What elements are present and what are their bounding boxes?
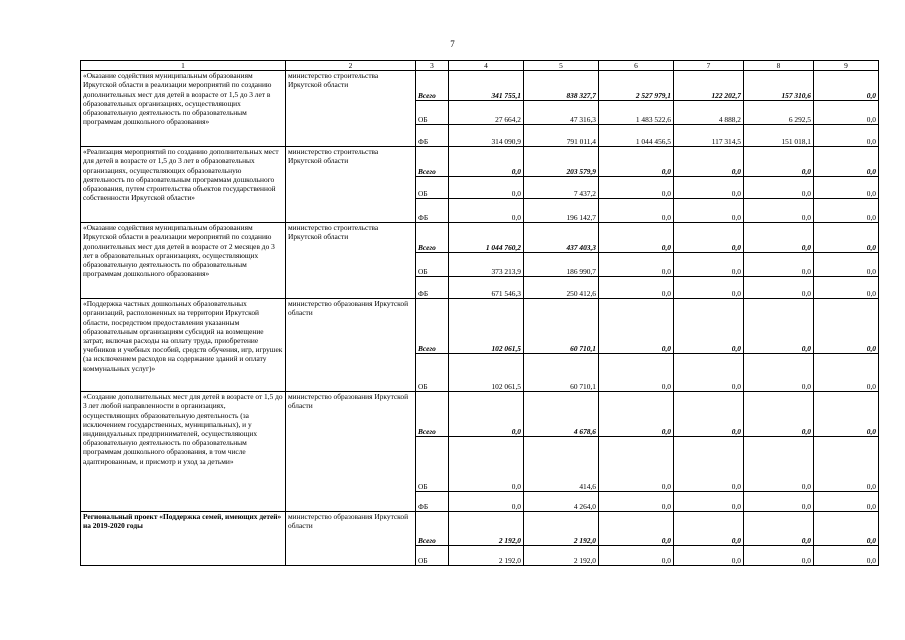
- responsible-executor: министерство строительства Иркутской области: [286, 71, 416, 147]
- amount-cell: 0,0: [744, 437, 814, 492]
- amount-cell: 203 579,9: [524, 147, 599, 177]
- funding-source: Всего: [416, 147, 449, 177]
- amount-cell: 0,0: [599, 512, 674, 546]
- amount-cell: 0,0: [449, 437, 524, 492]
- header-cell: 8: [744, 61, 814, 71]
- amount-cell: 0,0: [744, 177, 814, 199]
- amount-cell: 0,0: [674, 392, 744, 437]
- amount-cell: 0,0: [449, 199, 524, 223]
- amount-cell: 0,0: [744, 277, 814, 299]
- amount-cell: 838 327,7: [524, 71, 599, 101]
- amount-cell: 2 192,0: [524, 546, 599, 566]
- amount-cell: 0,0: [674, 253, 744, 277]
- table-row: [81, 147, 879, 177]
- measure-description: «Создание дополнительных мест для детей в возрасте от 1,5 до 3 лет любой направленности в организациях, осуществляющих образовательную деятельность (за исключением государственных, муниципальных), и у индивидуальных предпринимателей, осуществляющих образовательную деятельность по образовательным программам дошкольного образования, в том числе адаптированным, и присмотр и уход за детьми»: [81, 392, 286, 512]
- table-row: [81, 299, 879, 354]
- amount-cell: 2 192,0: [524, 512, 599, 546]
- responsible-executor: министерство образования Иркутской области: [286, 512, 416, 566]
- amount-cell: 0,0: [674, 354, 744, 392]
- amount-cell: 0,0: [814, 437, 879, 492]
- funding-source: ОБ: [416, 101, 449, 125]
- amount-cell: 0,0: [744, 299, 814, 354]
- amount-cell: 0,0: [814, 492, 879, 512]
- amount-cell: 4 678,6: [524, 392, 599, 437]
- amount-cell: 102 061,5: [449, 354, 524, 392]
- amount-cell: 0,0: [744, 354, 814, 392]
- amount-cell: 1 044 760,2: [449, 223, 524, 253]
- page-number: 7: [450, 39, 455, 49]
- amount-cell: 0,0: [599, 177, 674, 199]
- amount-cell: 60 710,1: [524, 354, 599, 392]
- amount-cell: 0,0: [744, 199, 814, 223]
- amount-cell: 151 018,1: [744, 125, 814, 147]
- budget-table: [80, 60, 879, 566]
- amount-cell: 414,6: [524, 437, 599, 492]
- measure-description: «Оказание содействия муниципальным образованиям Иркутской области в реализации мероприятий по созданию дополнительных мест для детей в возрасте от 1,5 до 3 лет в образовательных организациях, осуществляющих образовательную деятельность по образовательным программам дошкольного образования»: [81, 71, 286, 147]
- funding-source: ФБ: [416, 492, 449, 512]
- responsible-executor: министерство образования Иркутской области: [286, 299, 416, 392]
- amount-cell: 0,0: [814, 71, 879, 101]
- amount-cell: 0,0: [674, 199, 744, 223]
- amount-cell: 122 202,7: [674, 71, 744, 101]
- table-body: [81, 61, 879, 566]
- funding-source: Всего: [416, 512, 449, 546]
- amount-cell: 0,0: [814, 354, 879, 392]
- amount-cell: 0,0: [674, 147, 744, 177]
- amount-cell: 2 192,0: [449, 512, 524, 546]
- amount-cell: 1 483 522,6: [599, 101, 674, 125]
- funding-source: ФБ: [416, 125, 449, 147]
- amount-cell: 0,0: [744, 147, 814, 177]
- funding-source: ОБ: [416, 437, 449, 492]
- amount-cell: 7 437,2: [524, 177, 599, 199]
- amount-cell: 0,0: [674, 546, 744, 566]
- amount-cell: 341 755,1: [449, 71, 524, 101]
- amount-cell: 0,0: [744, 392, 814, 437]
- amount-cell: 0,0: [814, 277, 879, 299]
- amount-cell: 0,0: [599, 223, 674, 253]
- amount-cell: 0,0: [449, 147, 524, 177]
- responsible-executor: министерство строительства Иркутской области: [286, 223, 416, 299]
- amount-cell: 0,0: [814, 546, 879, 566]
- header-cell: 7: [674, 61, 744, 71]
- measure-description: «Поддержка частных дошкольных образовательных организаций, расположенных на территории Иркутской области, посредством предоставления указанным образовательным организациям субсидий на возмещение затрат, включая расходы на оплату труда, приобретение учебников и учебных пособий, средств обучения, игр, игрушек (за исключением расходов на содержание зданий и оплату коммунальных услуг)»: [81, 299, 286, 392]
- amount-cell: 0,0: [599, 147, 674, 177]
- table-row: [81, 392, 879, 437]
- amount-cell: 250 412,6: [524, 277, 599, 299]
- amount-cell: 0,0: [674, 223, 744, 253]
- funding-source: Всего: [416, 71, 449, 101]
- funding-source: ОБ: [416, 253, 449, 277]
- responsible-executor: министерство образования Иркутской области: [286, 392, 416, 512]
- amount-cell: 157 310,6: [744, 71, 814, 101]
- table-row: [81, 71, 879, 101]
- amount-cell: 791 011,4: [524, 125, 599, 147]
- amount-cell: 196 142,7: [524, 199, 599, 223]
- amount-cell: 0,0: [814, 147, 879, 177]
- amount-cell: 373 213,9: [449, 253, 524, 277]
- amount-cell: 0,0: [814, 199, 879, 223]
- amount-cell: 0,0: [449, 177, 524, 199]
- amount-cell: 0,0: [599, 277, 674, 299]
- header-cell: 5: [524, 61, 599, 71]
- amount-cell: 671 546,3: [449, 277, 524, 299]
- header-cell: 9: [814, 61, 879, 71]
- amount-cell: 0,0: [449, 492, 524, 512]
- funding-source: Всего: [416, 223, 449, 253]
- responsible-executor: министерство строительства Иркутской области: [286, 147, 416, 223]
- header-cell: 1: [81, 61, 286, 71]
- amount-cell: 0,0: [674, 277, 744, 299]
- amount-cell: 0,0: [674, 299, 744, 354]
- amount-cell: 1 044 456,5: [599, 125, 674, 147]
- amount-cell: 0,0: [599, 199, 674, 223]
- header-row: [81, 61, 879, 71]
- measure-description: «Оказание содействия муниципальным образованиям Иркутской области в реализации мероприятий по созданию дополнительных мест для детей в возрасте от 2 месяцев до 3 лет в образовательных организациях, осуществляющих образовательную деятельность по образовательным программам дошкольного образования»: [81, 223, 286, 299]
- amount-cell: 2 527 979,1: [599, 71, 674, 101]
- header-cell: 4: [449, 61, 524, 71]
- amount-cell: 47 316,3: [524, 101, 599, 125]
- amount-cell: 0,0: [599, 546, 674, 566]
- amount-cell: 0,0: [674, 512, 744, 546]
- amount-cell: 0,0: [599, 354, 674, 392]
- amount-cell: 186 990,7: [524, 253, 599, 277]
- amount-cell: 0,0: [599, 253, 674, 277]
- amount-cell: 0,0: [674, 437, 744, 492]
- amount-cell: 0,0: [674, 177, 744, 199]
- amount-cell: 0,0: [814, 223, 879, 253]
- table-row: [81, 512, 879, 546]
- amount-cell: 0,0: [744, 223, 814, 253]
- amount-cell: 0,0: [599, 299, 674, 354]
- measure-description: «Реализация мероприятий по созданию дополнительных мест для детей в возрасте от 1,5 до 3 лет в образовательных организациях, осуществляющих образовательную деятельность по образовательным программам дошкольного образования, путем строительства объектов государственной собственности Иркутской области»: [81, 147, 286, 223]
- amount-cell: 0,0: [744, 546, 814, 566]
- funding-source: ОБ: [416, 177, 449, 199]
- amount-cell: 6 292,5: [744, 101, 814, 125]
- amount-cell: 0,0: [744, 253, 814, 277]
- amount-cell: 60 710,1: [524, 299, 599, 354]
- funding-source: Всего: [416, 299, 449, 354]
- table-row: [81, 223, 879, 253]
- funding-source: ФБ: [416, 199, 449, 223]
- amount-cell: 0,0: [814, 253, 879, 277]
- amount-cell: 117 314,5: [674, 125, 744, 147]
- amount-cell: 0,0: [674, 492, 744, 512]
- funding-source: ОБ: [416, 354, 449, 392]
- amount-cell: 2 192,0: [449, 546, 524, 566]
- amount-cell: 0,0: [449, 392, 524, 437]
- amount-cell: 27 664,2: [449, 101, 524, 125]
- amount-cell: 0,0: [599, 437, 674, 492]
- measure-description: Региональный проект «Поддержка семей, имеющих детей» на 2019-2020 годы: [81, 512, 286, 566]
- amount-cell: 0,0: [599, 492, 674, 512]
- amount-cell: 0,0: [744, 492, 814, 512]
- header-cell: 2: [286, 61, 416, 71]
- amount-cell: 102 061,5: [449, 299, 524, 354]
- amount-cell: 0,0: [814, 512, 879, 546]
- header-cell: 6: [599, 61, 674, 71]
- funding-source: ОБ: [416, 546, 449, 566]
- amount-cell: 0,0: [814, 299, 879, 354]
- header-cell: 3: [416, 61, 449, 71]
- funding-source: ФБ: [416, 277, 449, 299]
- amount-cell: 314 090,9: [449, 125, 524, 147]
- amount-cell: 0,0: [599, 392, 674, 437]
- amount-cell: 0,0: [814, 101, 879, 125]
- amount-cell: 0,0: [814, 177, 879, 199]
- amount-cell: 437 403,3: [524, 223, 599, 253]
- funding-source: Всего: [416, 392, 449, 437]
- amount-cell: 0,0: [814, 392, 879, 437]
- amount-cell: 0,0: [744, 512, 814, 546]
- amount-cell: 4 264,0: [524, 492, 599, 512]
- amount-cell: 4 888,2: [674, 101, 744, 125]
- amount-cell: 0,0: [814, 125, 879, 147]
